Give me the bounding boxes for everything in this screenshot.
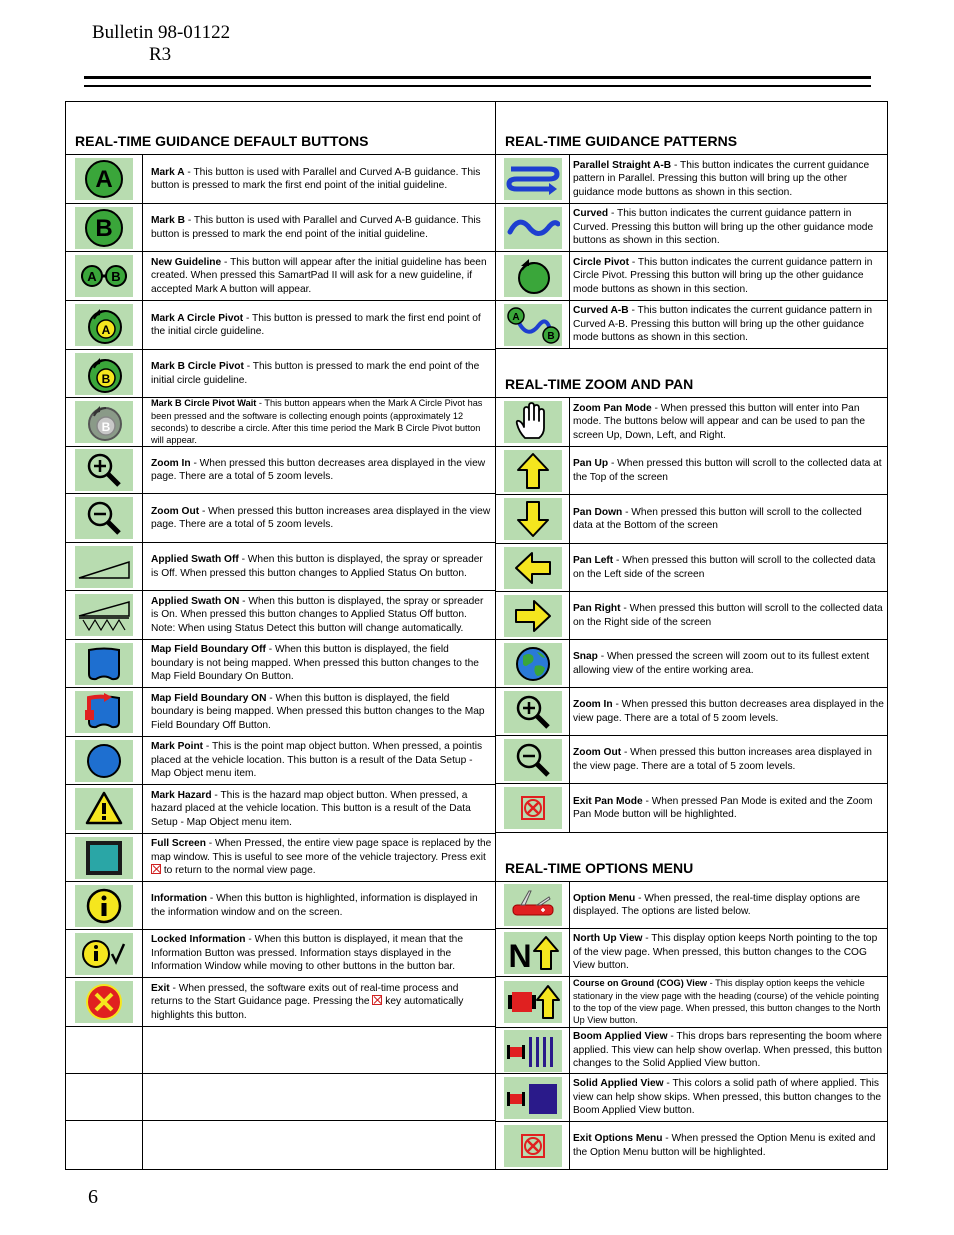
zoom-out-icon — [504, 739, 562, 781]
table-row — [66, 155, 495, 204]
table-row — [496, 688, 887, 736]
cog-view-icon — [504, 981, 562, 1023]
boom-applied-icon — [504, 1030, 562, 1072]
row-description: - When pressed, the software exits out of real-time process and returns to the Start Guidance page. Pressing the — [151, 982, 459, 1008]
table-row — [496, 398, 887, 447]
row-description: - This button is pressed to mark the end point of the initial circle guideline. — [151, 361, 480, 386]
row-description: - This drops bars representing the boom where applied. This view can help show overlap. When pressed, this button changes to the Solid Applied View button. — [573, 1031, 883, 1070]
row-title: Mark B — [151, 215, 185, 227]
row-description: - When this button is displayed, the field boundary is not being mapped. When pressed this button changes to the Map Field Boundary On Button. — [151, 644, 479, 683]
option-menu-knife-icon — [504, 884, 562, 926]
row-title: New Guideline — [151, 256, 222, 268]
table-row — [496, 640, 887, 688]
mark-a-circle-pivot-icon — [75, 304, 133, 346]
map-field-boundary-off-icon — [75, 643, 133, 685]
applied-swath-on-icon — [75, 594, 133, 636]
row-title: Option Menu — [573, 892, 636, 904]
row-description: - This button is pressed to mark the first end point of the initial circle guideline. — [151, 312, 481, 337]
curved-icon — [504, 207, 562, 249]
guidance-patterns-heading: REAL-TIME GUIDANCE PATTERNS — [496, 102, 887, 155]
mark-b-circle-pivot-wait-icon — [75, 401, 133, 443]
row-title: Zoom In — [151, 457, 191, 469]
row-description: - When pressed this button decreases area displayed in the view page. There are a total of 5 zoom levels. — [151, 457, 486, 482]
mark-hazard-icon — [75, 788, 133, 830]
exit-icon — [75, 981, 133, 1023]
row-title: Full Screen — [151, 838, 206, 850]
table-row — [496, 736, 887, 784]
table-row — [496, 301, 887, 349]
arrow-left-icon — [504, 547, 562, 589]
row-description: - When pressed the Option Menu is exited and the Option Menu button will be highlighted. — [573, 1133, 876, 1158]
default-buttons-heading: REAL-TIME GUIDANCE DEFAULT BUTTONS — [66, 102, 495, 155]
mark-a-icon — [75, 158, 133, 200]
row-title: Snap — [573, 651, 598, 663]
row-description: - When pressed, the real-time display options are displayed. The options are listed below. — [573, 892, 861, 917]
row-description: - When pressed the screen will zoom out to its fullest extent allowing view of the entire working area. — [573, 651, 870, 676]
parallel-straight-ab-icon — [504, 158, 562, 200]
circle-pivot-icon — [504, 255, 562, 297]
row-description: - When this button is displayed, the field boundary is being mapped. When pressed this button changes to the Map Field Boundary Off Button. — [151, 692, 485, 731]
row-description: - This button indicates the current guidance pattern in Parallel. Pressing this button will bring up the other guidance mode buttons as shown in this section. — [573, 159, 870, 198]
row-description: - This button appears when the Mark A Circle Pivot has been pressed and the software is collecting enough points (approximately 12 seconds) to describe a circle. After this time period the Mark B Circle Pivot button will appear. — [151, 398, 483, 446]
exit-key-inline-icon — [151, 864, 161, 874]
locked-information-icon — [75, 933, 133, 975]
page-number: 6 — [88, 1186, 98, 1208]
table-row — [66, 204, 495, 252]
table-row — [66, 447, 495, 494]
row-description: - This button indicates the current guidance pattern in Curved A-B. Pressing this button will bring up the other guidance mode buttons as shown in this section. — [573, 305, 872, 344]
row-description: - When pressed this button will scroll to the collected data at the Top of the screen — [573, 458, 882, 483]
zoom-pan-hand-icon — [504, 401, 562, 443]
table-row — [66, 882, 495, 930]
row-description: - This button is used with Parallel and Curved A-B guidance. This button is pressed to mark the end point of the initial guideline. — [151, 215, 481, 240]
table-row — [496, 784, 887, 833]
table-row — [496, 252, 887, 301]
table-row — [496, 1122, 887, 1169]
row-title: Circle Pivot — [573, 256, 630, 268]
row-title: Mark A Circle Pivot — [151, 312, 244, 324]
table-row — [496, 929, 887, 977]
table-row — [496, 1028, 887, 1074]
table-row — [496, 882, 887, 929]
table-row — [496, 544, 887, 592]
row-title: Zoom Out — [573, 747, 622, 759]
zoom-out-icon — [75, 497, 133, 539]
row-title: Mark Hazard — [151, 789, 212, 801]
row-description: - This button indicates the current guidance pattern in Curved. Pressing this button will bring up the other guidance mode buttons as shown in this section. — [573, 208, 874, 247]
row-title: Exit — [151, 982, 170, 994]
row-description: - When this button is displayed, the spray or spreader is Off. When pressed this button changes to Applied Status On button. — [151, 554, 483, 579]
row-title: Pan Left — [573, 555, 614, 567]
zoom-in-icon — [75, 449, 133, 491]
row-description: - When pressed this button increases area displayed in the view page. There are a total of 5 zoom levels. — [151, 505, 491, 530]
arrow-up-icon — [504, 450, 562, 492]
arrow-down-icon — [504, 498, 562, 540]
row-description: - When this button is displayed, it mean that the Information Button was pressed. Information stays displayed in the Information Window while moving to other buttons in the button bar. — [151, 934, 463, 973]
row-description-after: key automatically highlights this button. — [151, 996, 464, 1021]
mark-point-icon — [75, 740, 133, 782]
svg-text:B: B — [546, 330, 555, 342]
svg-text:B: B — [101, 371, 111, 386]
row-title: Exit Options Menu — [573, 1133, 663, 1145]
table-row — [66, 737, 495, 785]
svg-text:A: A — [87, 269, 97, 284]
bulletin-header — [92, 22, 230, 66]
table-row — [496, 204, 887, 252]
row-description: - This button will appear after the initial guideline has been created. When pressed this SamartPad II will ask for a new guideline, if accepted Mark A button will appear. — [151, 256, 487, 295]
bulletin-revision: R3 — [149, 44, 172, 65]
row-title: Map Field Boundary Off — [151, 644, 266, 656]
mark-b-circle-pivot-icon — [75, 353, 133, 395]
table-row — [66, 350, 495, 398]
row-title: Curved — [573, 208, 609, 220]
row-title: Mark Point — [151, 741, 204, 753]
row-title: Locked Information — [151, 934, 246, 946]
row-description: - When Pressed, the entire view page space is replaced by the map window. This is useful to see more of the vehicle trajectory. Press exit — [151, 838, 492, 863]
table-row — [66, 591, 495, 640]
row-description: - When pressed this button will scroll to the collected data at the Bottom of the screen — [573, 506, 862, 531]
empty-row — [66, 1027, 495, 1074]
row-title: Exit Pan Mode — [573, 795, 643, 807]
row-title: Pan Right — [573, 603, 621, 615]
row-title: Mark B Circle Pivot Wait — [151, 398, 257, 409]
row-title: Parallel Straight A-B — [573, 159, 672, 171]
information-icon — [75, 885, 133, 927]
row-description: - This colors a solid path of where applied. This view can help show skips. When pressed, this button changes to the Boom Applied View button. — [573, 1078, 882, 1117]
options-menu-heading: REAL-TIME OPTIONS MENU — [496, 833, 887, 882]
full-screen-icon — [75, 837, 133, 879]
globe-icon — [504, 643, 562, 685]
mark-b-icon — [75, 207, 133, 249]
table-row — [66, 930, 495, 978]
arrow-right-icon — [504, 595, 562, 637]
svg-text:B: B — [111, 269, 121, 284]
svg-text:N: N — [507, 937, 532, 973]
solid-applied-icon — [504, 1077, 562, 1119]
table-row — [66, 543, 495, 591]
applied-swath-off-icon — [75, 546, 133, 588]
row-description: - This button is used with Parallel and Curved A-B guidance. This button is pressed to mark the first end point of the initial guideline. — [151, 166, 481, 191]
svg-text:A: A — [101, 323, 111, 337]
row-description: - When pressed Pan Mode is exited and the Zoom Pan Mode button will be highlighted. — [573, 795, 873, 820]
svg-text:B: B — [95, 214, 113, 242]
table-row — [496, 977, 887, 1028]
table-row — [496, 447, 887, 495]
row-title: Pan Up — [573, 458, 609, 470]
exit-box-icon — [504, 787, 562, 829]
header-rule-thin — [84, 85, 871, 87]
row-title: Zoom Pan Mode — [573, 402, 652, 414]
zoom-in-icon — [504, 691, 562, 733]
row-title: North Up View — [573, 933, 643, 945]
table-row — [66, 834, 495, 882]
table-row — [66, 252, 495, 301]
table-row — [66, 688, 495, 737]
header-rule-thick — [84, 76, 871, 79]
row-description-after: to return to the normal view page. — [161, 865, 316, 877]
default-buttons-table — [65, 101, 496, 1170]
bulletin-number: Bulletin 98-01122 — [92, 22, 231, 43]
row-description: - When pressed this button will scroll to the collected data on the Right side of the screen — [573, 603, 883, 628]
table-row — [496, 1074, 887, 1122]
row-title: Information — [151, 893, 208, 905]
row-description: - When pressed this button will enter into Pan mode. The buttons below will appear and can be used to pan the screen Up, Down, Left, and Right. — [573, 402, 866, 441]
row-description: - This is the hazard map object button. When pressed, a hazard placed at the vehicle location. This button is a result of the Data Setup - Map Object menu item. — [151, 789, 471, 828]
table-row — [66, 785, 495, 834]
guidance-patterns-table — [495, 101, 888, 1170]
row-description: - When pressed this button decreases area displayed in the view page. There are a total of 5 zoom levels. — [573, 699, 884, 724]
table-row — [66, 494, 495, 543]
table-row — [66, 398, 495, 447]
exit-key-inline-icon — [372, 995, 382, 1005]
new-guideline-icon — [75, 255, 133, 297]
row-title: Mark A — [151, 166, 185, 178]
row-description: - When this button is displayed, the spray or spreader is On. When pressed this button changes to Applied Status Off button. Note: When using Status Detect this button will change automatically. — [151, 595, 484, 634]
row-title: Solid Applied View — [573, 1078, 664, 1090]
row-title: Curved A-B — [573, 305, 629, 317]
table-row — [66, 640, 495, 688]
row-title: Zoom Out — [151, 505, 200, 517]
row-title: Boom Applied View — [573, 1031, 668, 1043]
table-row — [66, 301, 495, 350]
row-description: - This display option keeps North pointing to the top of the view page. When pressed, this button changes to the COG View button. — [573, 933, 878, 972]
row-title: Pan Down — [573, 506, 623, 518]
row-title: Mark B Circle Pivot — [151, 361, 244, 373]
row-title: Map Field Boundary ON — [151, 692, 267, 704]
row-title: Zoom In — [573, 699, 613, 711]
svg-text:A: A — [511, 311, 520, 323]
exit-box-icon — [504, 1125, 562, 1167]
zoom-pan-heading: REAL-TIME ZOOM AND PAN — [496, 349, 887, 398]
row-description: - This display option keeps the vehicle stationary in the view page with the heading (course) of the vehicle pointing to the top of the view page. When pressed, this button changes to the North Up View button. — [573, 978, 881, 1026]
table-row — [66, 978, 495, 1027]
map-field-boundary-on-icon — [75, 691, 133, 733]
table-row — [496, 155, 887, 204]
row-title: Applied Swath Off — [151, 554, 239, 566]
north-up-icon — [504, 932, 562, 974]
svg-text:B: B — [101, 420, 111, 434]
svg-text:A: A — [95, 166, 113, 193]
row-description: - When this button is highlighted, information is displayed in the information window and on the screen. — [151, 893, 478, 918]
row-title: Course on Ground (COG) View — [573, 978, 708, 989]
table-row — [496, 495, 887, 544]
table-row — [496, 592, 887, 640]
empty-row — [66, 1074, 495, 1121]
row-description: - When pressed this button will scroll to the collected data on the Left side of the screen — [573, 555, 876, 580]
row-title: Applied Swath ON — [151, 595, 240, 607]
row-description: - When pressed this button increases area displayed in the view page. There are a total of 5 zoom levels. — [573, 747, 872, 772]
empty-row — [66, 1121, 495, 1169]
row-description: - This button indicates the current guidance pattern in Circle Pivot. Pressing this button will bring up the other guidance mode buttons as shown in this section. — [573, 256, 873, 295]
row-description: - This is the point map object button. When pressed, a pointis placed at the vehicle location. This button is a result of the Data Setup - Map Object menu item. — [151, 741, 483, 780]
curved-ab-icon — [504, 304, 562, 346]
